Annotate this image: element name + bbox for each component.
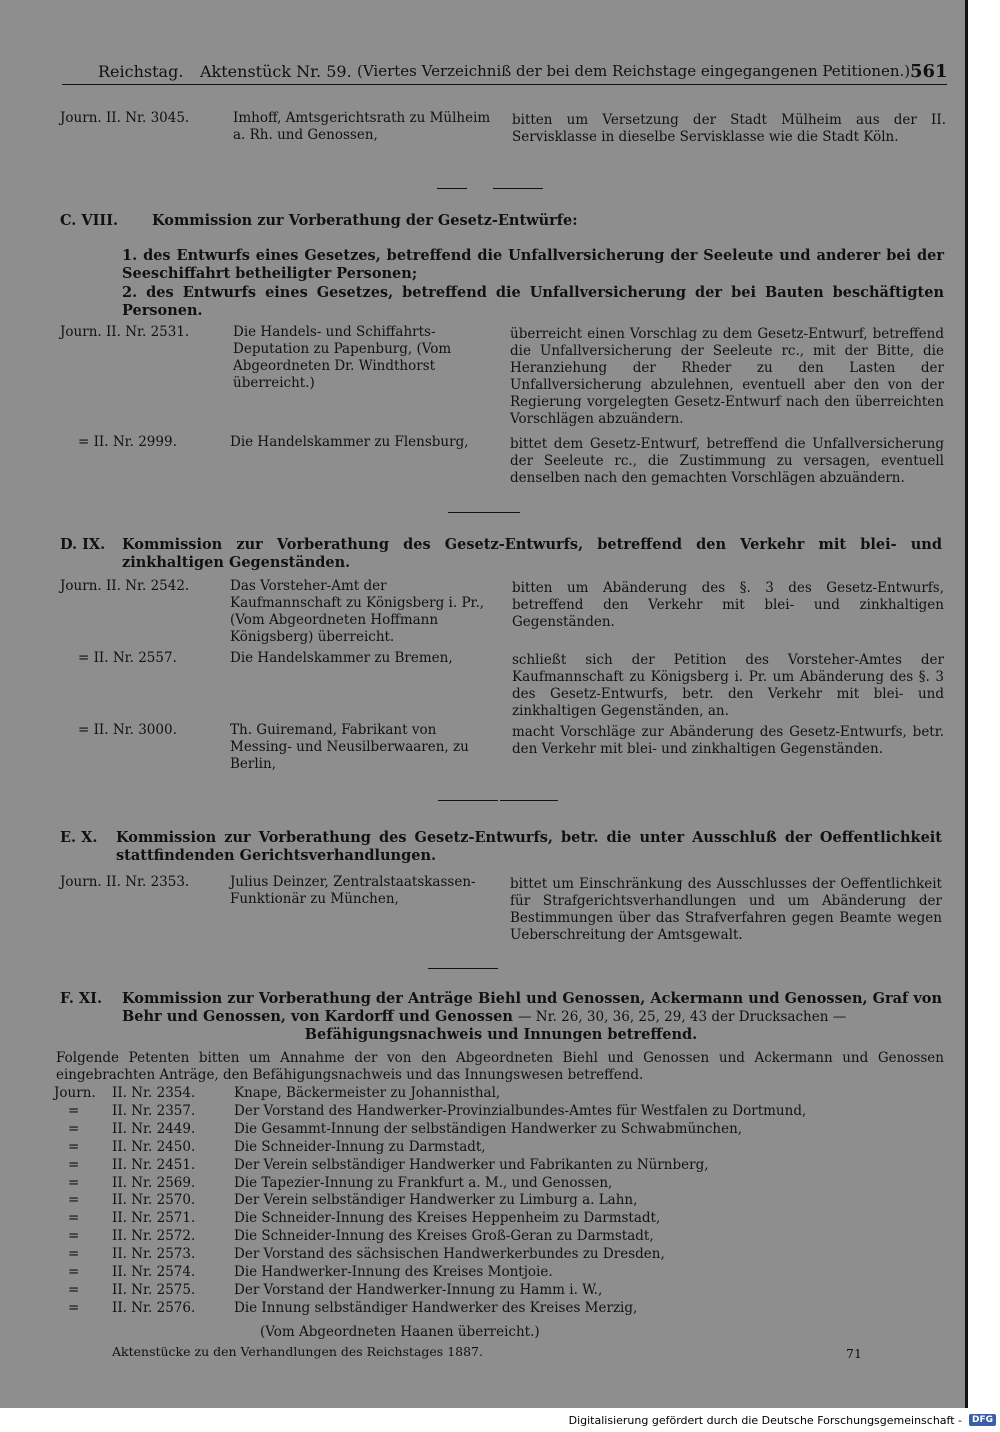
list-item-ditto: = bbox=[68, 1210, 80, 1227]
list-item-name: Der Vorstand des sächsischen Handwerkerbundes zu Dresden, bbox=[234, 1246, 665, 1263]
list-item-ditto: = bbox=[68, 1156, 80, 1173]
list-item bbox=[68, 1157, 968, 1175]
list-item-ditto: = bbox=[68, 1102, 80, 1119]
separator bbox=[438, 800, 498, 801]
list-item-ditto: = bbox=[68, 1120, 80, 1137]
entry-petitioner: Das Vorsteher-Amt der Kaufmannschaft zu Königsberg i. Pr., (Vom Abgeordneten Hoffmann Königsberg) überreicht. bbox=[230, 578, 485, 645]
section-title-end: Befähigungsnachweis und Innungen betreffend. bbox=[304, 1026, 698, 1043]
list-item bbox=[68, 1264, 968, 1282]
list-item-ditto: = bbox=[68, 1299, 80, 1316]
dfg-logo: DFG bbox=[969, 1414, 996, 1426]
section-title bbox=[122, 990, 942, 1026]
list-item-number: II. Nr. 2449. bbox=[112, 1120, 196, 1137]
list-item bbox=[68, 1282, 968, 1300]
credit-text: Digitalisierung gefördert durch die Deutsche Forschungsgemeinschaft - bbox=[568, 1414, 962, 1427]
list-item-name: Die Schneider-Innung zu Darmstadt, bbox=[234, 1138, 486, 1155]
header-left: Reichstag. bbox=[98, 62, 184, 81]
list-item-name: Die Gesammt-Innung der selbständigen Handwerker zu Schwabmünchen, bbox=[234, 1120, 743, 1137]
entry-petitioner: Die Handelskammer zu Bremen, bbox=[230, 650, 453, 666]
list-item-number: II. Nr. 2357. bbox=[112, 1102, 196, 1119]
entry-ref: = II. Nr. 3000. bbox=[78, 722, 177, 738]
list-item-name: Der Verein selbständiger Handwerker zu Limburg a. Lahn, bbox=[234, 1192, 638, 1209]
section-label: E. X. bbox=[60, 829, 98, 846]
list-item-name: Die Schneider-Innung des Kreises Heppenheim zu Darmstadt, bbox=[234, 1210, 661, 1227]
list-item-number: II. Nr. 2576. bbox=[112, 1299, 196, 1316]
list-item-name: Knape, Bäckermeister zu Johannisthal, bbox=[234, 1085, 501, 1101]
entry-request: bittet um Einschränkung des Ausschlusses der Oeffentlichkeit für Strafgerichtsverhandlungen und um Abänderung der Bestimmungen über das Strafverfahren gegen Beamte wegen Ueberschreitung der Amtsgewalt. bbox=[510, 876, 942, 943]
list-item-ditto: = bbox=[68, 1281, 80, 1298]
entry-ref: Journ. II. Nr. 3045. bbox=[60, 110, 190, 126]
section-item: 2. des Entwurfs eines Gesetzes, betreffend die Unfallversicherung der bei Bauten beschäftigten Personen. bbox=[122, 284, 944, 319]
list-item-ditto: = bbox=[68, 1228, 80, 1245]
header-title: (Viertes Verzeichniß der bei dem Reichstage eingegangenen Petitionen.) bbox=[357, 62, 911, 80]
footer-source: Aktenstücke zu den Verhandlungen des Reichstages 1887. bbox=[112, 1344, 483, 1359]
page-number: 561 bbox=[910, 61, 948, 82]
section-title-tail: — Nr. 26, 30, 36, 25, 29, 43 der Drucksachen — bbox=[517, 1009, 847, 1025]
entry-request: bitten um Abänderung des §. 3 des Gesetz-Entwurfs, betreffend den Verkehr mit blei- und zinkhaltigen Gegenständen. bbox=[512, 580, 944, 630]
section-label: D. IX. bbox=[60, 536, 106, 553]
entry-petitioner: Julius Deinzer, Zentralstaatskassen-Funktionär zu München, bbox=[230, 874, 476, 907]
list-item-ditto: = bbox=[68, 1192, 80, 1209]
section-title: Kommission zur Vorberathung des Gesetz-Entwurfs, betr. die unter Ausschluß der Oeffentlichkeit stattfindenden Gerichtsverhandlungen. bbox=[116, 829, 942, 864]
list-item-name: Der Vorstand des Handwerker-Provinzialbundes-Amtes für Westfalen zu Dortmund, bbox=[234, 1102, 807, 1119]
list-item-ditto: = bbox=[68, 1246, 80, 1263]
list-item bbox=[68, 1175, 968, 1193]
separator bbox=[437, 188, 467, 189]
section-item: 1. des Entwurfs eines Gesetzes, betreffend die Unfallversicherung der Seeleute und anderer bei der Seeschiffahrt betheiligter Personen; bbox=[122, 247, 944, 282]
list-item-ditto: Journ. bbox=[54, 1085, 96, 1101]
list-item-name: Der Vorstand der Handwerker-Innung zu Hamm i. W., bbox=[234, 1281, 603, 1298]
footer-page: 71 bbox=[846, 1346, 862, 1361]
entry-request: schließt sich der Petition des Vorsteher-Amtes der Kaufmannschaft zu Königsberg i. Pr. um Abänderung des §. 3 des Gesetz-Entwurfs, betr. den Verkehr mit blei- und zinkhaltigen Gegenständen, an. bbox=[512, 652, 944, 719]
list-item-name: Die Tapezier-Innung zu Frankfurt a. M., und Genossen, bbox=[234, 1174, 613, 1191]
entry-petitioner: Imhoff, Amtsgerichtsrath zu Mülheim a. Rh. und Genossen, bbox=[233, 110, 491, 143]
entry-petitioner: Die Handels- und Schiffahrts-Deputation zu Papenburg, (Vom Abgeordneten Dr. Windthorst überreicht.) bbox=[233, 324, 452, 391]
section-title-main: Kommission zur Vorberathung der Anträge Biehl und Genossen, Ackermann und Genossen, Graf von Behr und Genossen, von Kardorff und Genossen bbox=[122, 990, 942, 1025]
list-item-ditto: = bbox=[68, 1138, 80, 1155]
entry-ref: = II. Nr. 2557. bbox=[78, 650, 177, 666]
list-item-number: II. Nr. 2574. bbox=[112, 1264, 196, 1280]
entry-request: überreicht einen Vorschlag zu dem Gesetz-Entwurf, betreffend die Unfallversicherung der Seeleute rc., mit der Bitte, die Heranziehung der Rheder zu den Lasten der Unfallversicherung abzulehnen, eventuell aber den von der Regierung vorgelegten Gesetz-Entwurf nach den überreichten Vorschlägen abzuändern. bbox=[510, 326, 944, 427]
list-item bbox=[68, 1192, 968, 1210]
list-item bbox=[68, 1228, 968, 1246]
entry-ref: Journ. II. Nr. 2353. bbox=[60, 874, 190, 890]
section-label: C. VIII. bbox=[60, 212, 119, 229]
entry-ref: Journ. II. Nr. 2542. bbox=[60, 578, 190, 594]
list-item-name: Die Handwerker-Innung des Kreises Montjoie. bbox=[234, 1264, 553, 1280]
list-item bbox=[68, 1103, 968, 1121]
list-item-name: Die Innung selbständiger Handwerker des Kreises Merzig, bbox=[234, 1299, 638, 1316]
header-rule bbox=[62, 84, 947, 85]
entry-request: macht Vorschläge zur Abänderung des Gesetz-Entwurfs, betr. den Verkehr mit blei- und zinkhaltigen Gegenständen. bbox=[512, 724, 944, 757]
entry-ref: = II. Nr. 2999. bbox=[78, 434, 177, 450]
list-item bbox=[68, 1210, 968, 1228]
list-item bbox=[68, 1139, 968, 1157]
list-item-ditto: = bbox=[68, 1174, 80, 1191]
list-item bbox=[68, 1300, 968, 1318]
list-item bbox=[54, 1085, 954, 1103]
section-intro: Folgende Petenten bitten um Annahme der von den Abgeordneten Biehl und Genossen und Ackermann und Genossen eingebrachten Anträge, den Befähigungsnachweis und das Innungswesen betreffend. bbox=[56, 1050, 944, 1083]
list-item bbox=[68, 1121, 968, 1139]
list-item-name: Der Verein selbständiger Handwerker und Fabrikanten zu Nürnberg, bbox=[234, 1156, 709, 1173]
list-item-name: Die Schneider-Innung des Kreises Groß-Geran zu Darmstadt, bbox=[234, 1228, 654, 1245]
list-item-number: II. Nr. 2573. bbox=[112, 1246, 196, 1263]
entry-ref: Journ. II. Nr. 2531. bbox=[60, 324, 190, 340]
list-item bbox=[68, 1246, 968, 1264]
entry-request: bitten um Versetzung der Stadt Mülheim aus der II. Servisklasse in dieselbe Servisklasse wie die Stadt Köln. bbox=[512, 112, 946, 145]
list-note: (Vom Abgeordneten Haanen überreicht.) bbox=[260, 1324, 540, 1340]
separator bbox=[428, 968, 498, 969]
separator bbox=[493, 188, 543, 189]
list-item-number: II. Nr. 2354. bbox=[112, 1085, 196, 1101]
list-item-number: II. Nr. 2571. bbox=[112, 1210, 196, 1227]
entry-petitioner: Th. Guiremand, Fabrikant von Messing- und Neusilberwaaren, zu Berlin, bbox=[230, 722, 469, 772]
list-item-number: II. Nr. 2569. bbox=[112, 1174, 196, 1191]
list-item-number: II. Nr. 2451. bbox=[112, 1156, 196, 1173]
list-item-number: II. Nr. 2570. bbox=[112, 1192, 196, 1209]
list-item-ditto: = bbox=[68, 1264, 80, 1280]
entry-request: bittet dem Gesetz-Entwurf, betreffend die Unfallversicherung der Seeleute rc., die Zustimmung zu versagen, eventuell denselben nach den gemachten Vorschlägen abzuändern. bbox=[510, 436, 944, 486]
entry-petitioner: Die Handelskammer zu Flensburg, bbox=[230, 434, 469, 450]
section-label: F. XI. bbox=[60, 990, 103, 1007]
section-title: Kommission zur Vorberathung der Gesetz-Entwürfe: bbox=[152, 212, 578, 229]
list-item-number: II. Nr. 2575. bbox=[112, 1281, 196, 1298]
list-item-number: II. Nr. 2450. bbox=[112, 1138, 196, 1155]
separator bbox=[500, 800, 558, 801]
list-item-number: II. Nr. 2572. bbox=[112, 1228, 196, 1245]
header-middle: Aktenstück Nr. 59. bbox=[200, 62, 352, 81]
separator bbox=[448, 512, 520, 513]
section-title: Kommission zur Vorberathung des Gesetz-Entwurfs, betreffend den Verkehr mit blei- und zinkhaltigen Gegenständen. bbox=[122, 536, 942, 571]
